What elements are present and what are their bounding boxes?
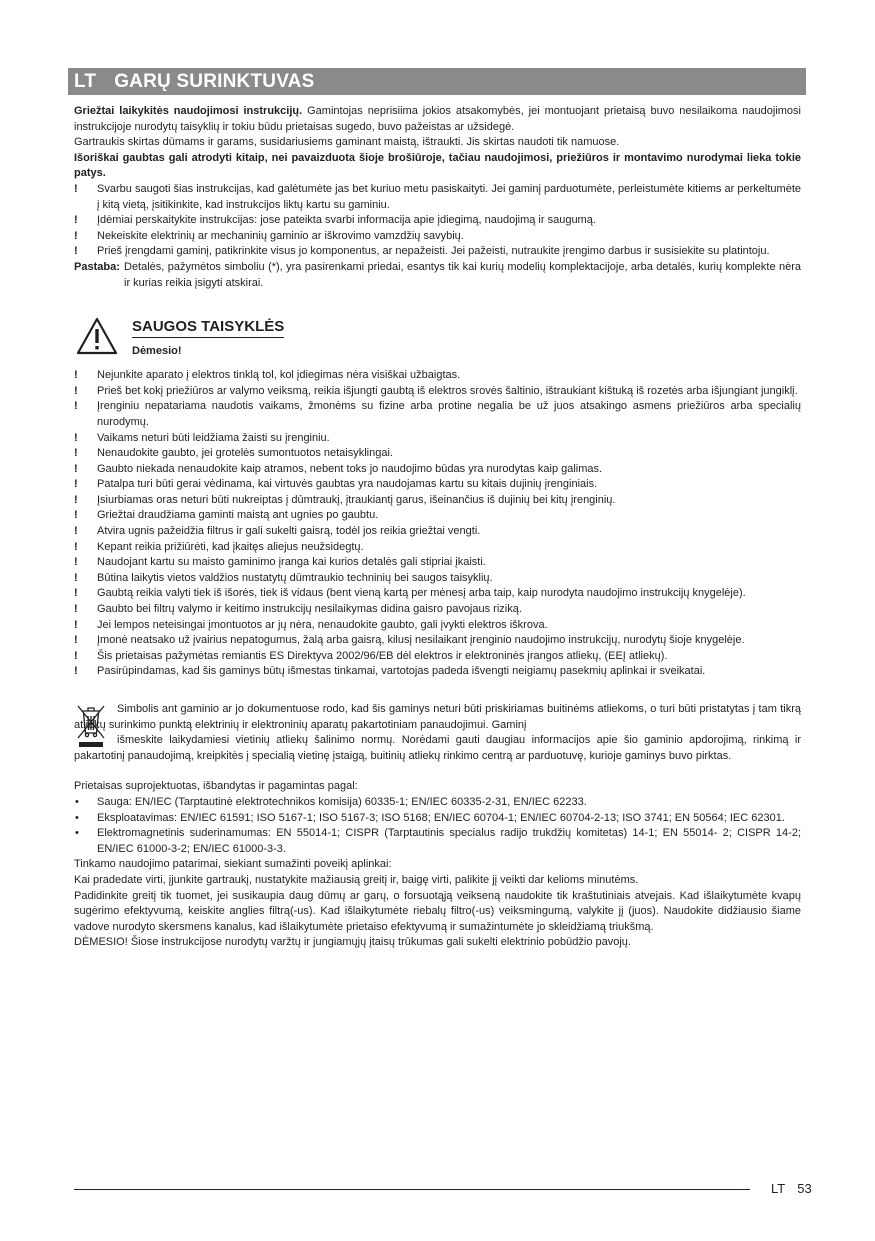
list-item: ! Kepant reikia prižiūrėti, kad įkaitęs aliejus neužsidegtų. xyxy=(74,540,801,556)
safety-list xyxy=(74,368,801,680)
list-item: ! Griežtai draudžiama gaminti maistą ant ugnies po gaubtu. xyxy=(74,508,801,524)
footer-language-code: LT xyxy=(771,1181,786,1196)
weee-block xyxy=(74,702,801,764)
list-item: ! Šis prietaisas pažymėtas remiantis ES Direktyva 2002/96/EB dėl elektros ir elektroninės įrangos atliekų, (EEĮ atliekų). xyxy=(74,649,801,665)
standards-item: • Sauga: EN/IEC (Tarptautinė elektrotechnikos komisija) 60335-1; EN/IEC 60335-2-31, EN/IEC 62233. xyxy=(74,795,801,811)
list-item: ! Gaubtą reikia valyti tiek iš išorės, tiek iš vidaus (bent vieną kartą per mėnesį arba taip, kaip nurodyta naudojimo instrukcijų knygelėje). xyxy=(74,586,801,602)
page-content xyxy=(74,104,801,951)
exclamation-marker: ! xyxy=(74,229,78,242)
standards-intro: Prietaisas suprojektuotas, išbandytas ir pagamintas pagal: xyxy=(74,780,358,793)
list-item: ! Įdėmiai perskaitykite instrukcijas: jose pateikta svarbi informacija apie įdiegimą, naudojimą ir saugumą. xyxy=(74,213,801,229)
intro-paragraph: Griežtai laikykitės naudojimosi instrukcijų. Gamintojas neprisiima jokios atsakomybės, jei montuojant prietaisą buvo nesilaikoma naudojimosi instrukcijoje nurodytų taisyklių ir tokiu būdu prietaisas sugedo, buvo pažeistas ar užsidegė. xyxy=(74,105,801,133)
header-language-code: LT xyxy=(74,71,97,92)
list-item: ! Prieš įrengdami gaminį, patikrinkite visus jo komponentus, ar nepažeisti. Jei pažeisti, nutraukite įrengimo darbus ir susisiekite su platintoju. xyxy=(74,244,801,260)
exclamation-marker: ! xyxy=(74,182,78,195)
list-item: ! Gaubto bei filtrų valymo ir keitimo instrukcijų nesilaikymas didina gaisro pavojaus riziką. xyxy=(74,602,801,618)
list-item: ! Patalpa turi būti gerai vėdinama, kai virtuvės gaubtas yra naudojamas kartu su kitais dujinių įrenginiais. xyxy=(74,477,801,493)
exclamation-marker: ! xyxy=(74,665,78,678)
tips-warning: DĖMESIO! Šiose instrukcijose nurodytų varžtų ir jungiamųjų įtaisų trūkumas gali sukelti elektrinio pobūdžio pavojų. xyxy=(74,936,631,949)
header-title: GARŲ SURINKTUVAS xyxy=(114,71,315,92)
page-number: 53 xyxy=(797,1181,812,1196)
list-item: ! Svarbu saugoti šias instrukcijas, kad galėtumėte jas bet kuriuo metu pasiskaityti. Jei gaminį parduotumėte, perleistumėte kitiems ar perkeltumėte į kitą vietą, įsitikinkite, kad instrukcijos liktų kartu su gaminiu. xyxy=(74,182,801,211)
exclamation-marker: ! xyxy=(74,493,78,506)
intro-paragraph: Išoriškai gaubtas gali atrodyti kitaip, nei pavaizduota šioje brošiūroje, tačiau naudojimosi, priežiūros ir montavimo nurodymai lieka tokie patys. xyxy=(74,151,801,180)
list-item: ! Atvira ugnis pažeidžia filtrus ir gali sukelti gaisrą, todėl jos reikia griežtai vengti. xyxy=(74,524,801,540)
exclamation-marker: ! xyxy=(74,245,78,258)
standards-item: • Eksploatavimas: EN/IEC 61591; ISO 5167-1; ISO 5167-3; ISO 5168; EN/IEC 60704-1; EN/IEC 60704-2-13; ISO 3741; EN 50564; IEC 62301. xyxy=(74,811,801,827)
note-text: Detalės, pažymėtos simboliu (*), yra pasirenkami priedai, esantys tik kai kurių modelių komplektacijoje, arba detalės, kurių komplekte nėra ir kurias reikia įsigyti atskirai. xyxy=(124,260,801,289)
page-footer xyxy=(771,1181,812,1197)
section-header xyxy=(68,68,806,95)
exclamation-marker: ! xyxy=(74,447,78,460)
note-label: Pastaba: xyxy=(74,260,120,273)
list-item: ! Nenaudokite gaubto, jei grotelės sumontuotos netaisyklingai. xyxy=(74,446,801,462)
list-item: ! Nejunkite aparato į elektros tinklą tol, kol įdiegimas nėra visiškai užbaigtas. xyxy=(74,368,801,384)
note-paragraph xyxy=(74,260,801,291)
crossed-out-bin-icon xyxy=(76,702,106,748)
exclamation-marker: ! xyxy=(74,400,78,413)
exclamation-marker: ! xyxy=(74,571,78,584)
exclamation-marker: ! xyxy=(74,556,78,569)
bullet-marker: • xyxy=(75,811,79,824)
safety-subtitle: Dėmesio! xyxy=(132,345,182,358)
list-item: ! Naudojant kartu su maisto gaminimo įranga kai kurios detalės gali stipriai įkaisti. xyxy=(74,555,801,571)
exclamation-marker: ! xyxy=(74,384,78,397)
weee-paragraph: Simbolis ant gaminio ar jo dokumentuose rodo, kad šis gaminys neturi būti priskiriamas buitinėms atliekoms, o turi būti pristatytas į tam tikrą atliekų surinkimo punktą elektrinių ir elektroninių aparatų pakartotiniam panaudojimui. Gaminį išmeskite laikydamiesi vietinių atliekų šalinimo normų. Norėdami gauti daugiau informacijos apie šio gaminio apdorojimą, rinkimą ir pakartotinį panaudojimą, kreipkitės į specialią vietinę įstaigą, buitinių atliekų rinkimo centrą ar parduotuvę, kurioje gaminys buvo pirktas. xyxy=(74,703,801,762)
tips-paragraph: Padidinkite greitį tik tuomet, jei susikaupia daug dūmų ar garų, o forsuotąją veikseną naudokite tik kraštutiniais atvejais. Kad išlaikytumėte kvapų sugėrimo efektyvumą, keiskite anglies filtrą(-us). Kad išlaikytumėte riebalų filtro(-us) veiksmingumą, valykite jį (juos). Naudokite didžiausio šiame vadove nurodyto skersmens kanalus, kad išlaikytumėte prietaiso efektyvumą ir sumažintumėte jo skleidžiamą triukšmą. xyxy=(74,889,801,933)
list-item: ! Prieš bet kokį priežiūros ar valymo veiksmą, reikia išjungti gaubtą iš elektros srovės šaltinio, ištraukiant kištuką iš rozetės arba išjungiant jungiklį. xyxy=(74,384,801,400)
exclamation-marker: ! xyxy=(74,618,78,631)
list-item: ! Įrenginiu nepatariama naudotis vaikams, žmonėms su fizine arba protine negalia be už juos atsakingo asmens priežiūros arba specialių nurodymų. xyxy=(74,400,801,428)
exclamation-marker: ! xyxy=(74,634,78,647)
exclamation-marker: ! xyxy=(74,369,78,382)
list-item: ! Jei lempos neteisingai įmontuotos ar jų nėra, nenaudokite gaubto, gali įvykti elektros iškrova. xyxy=(74,618,801,634)
bullet-marker: • xyxy=(75,795,79,808)
exclamation-marker: ! xyxy=(74,478,78,491)
list-item: ! Vaikams neturi būti leidžiama žaisti su įrenginiu. xyxy=(74,431,801,447)
list-item: ! Gaubto niekada nenaudokite kaip atramos, nebent toks jo naudojimo būdas yra nurodytas kaip galimas. xyxy=(74,462,801,478)
spacer xyxy=(74,764,801,779)
warning-triangle-icon xyxy=(76,317,118,355)
exclamation-marker: ! xyxy=(74,525,78,538)
exclamation-marker: ! xyxy=(74,587,78,600)
list-item: ! Pasirūpindamas, kad šis gaminys būtų išmestas tinkamai, vartotojas padeda išvengti neigiamų pasekmių aplinkai ir sveikatai. xyxy=(74,664,801,680)
list-item: ! Nekeiskite elektrinių ar mechaninių gaminio ar iškrovimo vamzdžių savybių. xyxy=(74,229,801,245)
intro-paragraph: Gartraukis skirtas dūmams ir garams, susidariusiems gaminant maistą, ištraukti. Jis skirtas naudoti tik namuose. xyxy=(74,136,620,149)
exclamation-marker: ! xyxy=(74,509,78,522)
standards-item: • Elektromagnetinis suderinamumas: EN 55014-1; CISPR (Tarptautinis specialus radijo trukdžių komitetas) 14-1; EN 55014- 2; CISPR 14-2; EN/IEC 61000-3-2; EN/IEC 61000-3-3. xyxy=(75,827,801,855)
exclamation-marker: ! xyxy=(74,649,78,662)
exclamation-marker: ! xyxy=(74,214,78,227)
list-item: ! Įmonė neatsako už įvairius nepatogumus, žalą arba gaisrą, kilusį nesilaikant įrenginio naudojimo instrukcijų, nurodytų šioje knygelėje. xyxy=(74,633,801,649)
tips-heading: Tinkamo naudojimo patarimai, siekiant sumažinti poveikį aplinkai: xyxy=(74,858,392,871)
list-item: ! Būtina laikytis vietos valdžios nustatytų dūmtraukio techninių bei saugos taisyklių. xyxy=(74,571,801,587)
safety-title: SAUGOS TAISYKLĖS xyxy=(132,317,284,338)
exclamation-marker: ! xyxy=(74,431,78,444)
footer-rule xyxy=(74,1189,750,1190)
list-item: ! Įsiurbiamas oras neturi būti nukreiptas į dūmtraukį, įtraukiantį garus, išeinančius iš dujinių bei kitų įrenginių. xyxy=(74,493,801,509)
tips-paragraph: Kai pradedate virti, įjunkite gartraukį, nustatykite mažiausią greitį ir, baigę virti, palikite jį veikti dar kelioms minutėms. xyxy=(74,873,639,886)
bullet-marker: • xyxy=(75,827,79,840)
exclamation-marker: ! xyxy=(74,540,78,553)
exclamation-marker: ! xyxy=(74,462,78,475)
safety-heading-block xyxy=(74,315,801,368)
exclamation-marker: ! xyxy=(74,603,78,616)
